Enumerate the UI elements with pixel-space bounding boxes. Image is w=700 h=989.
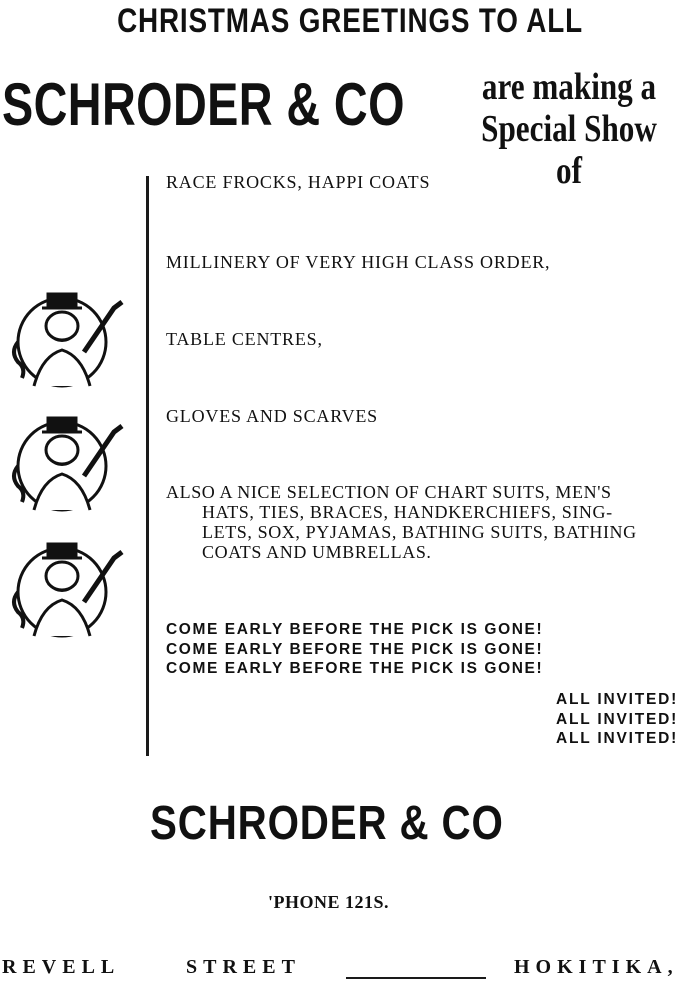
- item-race-frocks: RACE FROCKS, HAPPI COATS: [166, 172, 431, 192]
- also-line: LETS, SOX, PYJAMAS, BATHING SUITS, BATHING: [202, 522, 637, 542]
- address-dash: [346, 966, 486, 989]
- also-line: ALSO A NICE SELECTION OF CHART SUITS, MEN'S: [166, 482, 612, 502]
- company-name-header: SCHRODER & CO: [2, 71, 405, 138]
- come-early-line: COME EARLY BEFORE THE PICK IS GONE!: [166, 660, 544, 677]
- tagline: [467, 66, 672, 192]
- all-invited-line: ALL INVITED!: [556, 710, 679, 728]
- item-table-centres: TABLE CENTRES,: [166, 329, 323, 349]
- come-early-block: [166, 620, 543, 679]
- phone-number: 'PHONE 121S.: [268, 892, 390, 912]
- come-early-line: COME EARLY BEFORE THE PICK IS GONE!: [166, 640, 544, 658]
- gentleman-top-hat-icon: [4, 406, 134, 528]
- item-gloves-scarves: GLOVES AND SCARVES: [166, 406, 378, 426]
- tagline-line-2: Special Show of: [481, 108, 657, 192]
- also-selection-paragraph: [166, 482, 696, 562]
- street-word: STREET: [186, 956, 301, 978]
- gentleman-top-hat-icon: [4, 282, 134, 404]
- company-name-footer: SCHRODER & CO: [150, 797, 504, 850]
- greeting-headline: CHRISTMAS GREETINGS TO ALL: [117, 2, 583, 40]
- also-line: HATS, TIES, BRACES, HANDKERCHIEFS, SING-: [202, 502, 613, 522]
- all-invited-line: ALL INVITED!: [556, 691, 679, 708]
- all-invited-line: ALL INVITED!: [556, 730, 679, 747]
- address-line: [0, 956, 700, 986]
- come-early-line: COME EARLY BEFORE THE PICK IS GONE!: [166, 621, 544, 638]
- gentleman-top-hat-icon: [4, 532, 134, 654]
- tagline-line-1: are making a: [481, 66, 657, 108]
- all-invited-block: [556, 690, 678, 749]
- street-name: REVELL: [2, 956, 121, 978]
- vertical-divider: [146, 176, 149, 756]
- also-line: COATS AND UMBRELLAS.: [202, 542, 432, 562]
- town-name: HOKITIKA,: [514, 956, 679, 978]
- item-millinery: MILLINERY OF VERY HIGH CLASS ORDER,: [166, 252, 551, 272]
